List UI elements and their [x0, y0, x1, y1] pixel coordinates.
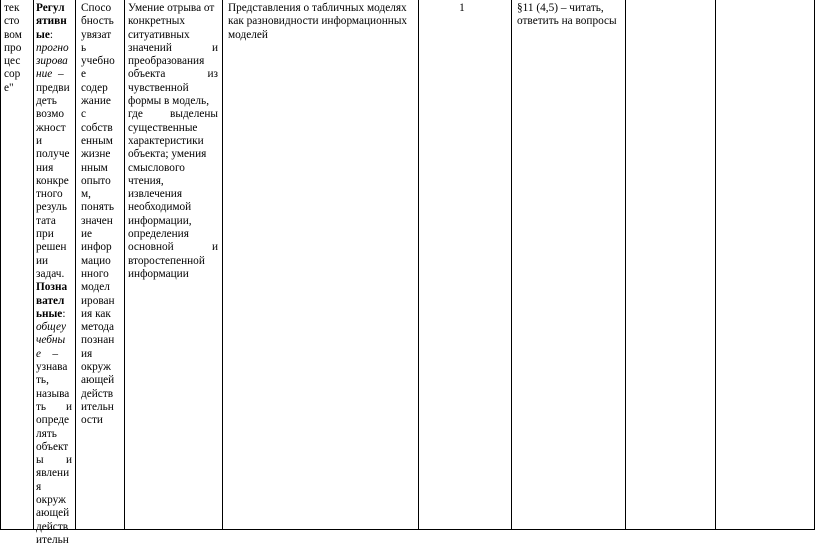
cell-line: познан	[81, 334, 115, 347]
cell-line: ающей	[81, 374, 115, 387]
cell-line: модел	[81, 281, 110, 294]
cell-line: жизне	[81, 148, 111, 161]
cell-line: объекта из	[128, 68, 218, 81]
cell-line: Представления о табличных моделях	[228, 2, 407, 14]
cell-line: ситуативных	[128, 28, 190, 41]
cell-line: информации	[128, 267, 189, 280]
cell-line: увязат	[81, 28, 112, 41]
cell-line: извлечения	[128, 188, 183, 201]
regulative-type: ние –	[36, 68, 64, 81]
cell-line: второстепенной	[128, 254, 205, 267]
cognitive-heading: Позна	[36, 281, 68, 294]
regulative-heading: Регул	[36, 2, 65, 14]
cell-line: Спосо	[81, 2, 112, 14]
cell-line: ния	[36, 161, 54, 174]
cell-line: предви	[36, 81, 70, 94]
table-border-left	[0, 0, 1, 530]
cognitive-heading: ьные:	[36, 307, 66, 320]
cell-line: ия	[81, 347, 93, 360]
uud-cell	[36, 2, 72, 547]
cell-line: характеристики	[128, 134, 204, 147]
stage-cell	[4, 2, 32, 95]
hours-cell: 1	[459, 2, 465, 14]
cell-line: основной и	[128, 241, 218, 254]
cell-line: необходимой	[128, 201, 192, 214]
cell-line: ости	[81, 414, 103, 427]
cell-line: ь	[81, 41, 87, 54]
personal-results-cell	[81, 2, 121, 428]
cell-line: окруж	[36, 493, 66, 506]
regulative-heading: ятивн	[36, 15, 67, 28]
cell-line: ия как	[81, 307, 111, 320]
cell-line: получе	[36, 148, 70, 161]
cell-line: ирован	[81, 294, 115, 307]
cell-line: с	[81, 108, 87, 121]
cell-line: чувственной	[128, 81, 189, 94]
cell-line: окруж	[81, 361, 111, 374]
column-divider	[625, 0, 626, 530]
cell-line: как разновидности информационных	[228, 15, 408, 28]
cell-line: е"	[4, 81, 14, 94]
cell-line: Умение отрыва от	[128, 2, 215, 14]
cell-line: ительн	[36, 533, 69, 546]
cell-line: смыслового	[128, 161, 185, 174]
cell-line: опреде	[36, 414, 69, 427]
regulative-type: зирова	[36, 55, 68, 68]
cell-line: бность	[81, 15, 114, 28]
cell-line: мацио	[81, 254, 111, 267]
cell-line: ие	[81, 228, 93, 241]
cell-line: называ	[36, 387, 70, 400]
cognitive-type: общеу	[36, 321, 67, 334]
cell-line: формы в модель,	[128, 95, 210, 108]
column-divider	[124, 0, 125, 530]
cell-line: и	[36, 134, 43, 147]
regulative-heading: ые:	[36, 28, 53, 41]
cell-line: узнава	[36, 361, 68, 374]
cell-line: тного	[36, 188, 63, 201]
column-divider	[511, 0, 512, 530]
cell-line: сор	[4, 68, 21, 81]
cell-line: собств	[81, 121, 113, 134]
cell-line: явлени	[36, 467, 70, 480]
table-border-bottom	[0, 529, 815, 530]
cell-line: действ	[81, 387, 114, 400]
cell-line: ответить на вопросы	[517, 15, 617, 28]
cell-line: тата	[36, 214, 56, 227]
cell-line: тек	[4, 2, 20, 14]
cell-line: конкре	[36, 174, 69, 187]
column-divider	[418, 0, 419, 530]
cell-line: значений и	[128, 41, 218, 54]
cell-line: ающей	[36, 507, 70, 520]
cell-line: моделей	[228, 28, 268, 41]
regulative-type: прогно	[36, 41, 69, 54]
cell-line: м,	[81, 188, 91, 201]
cognitive-type: е –	[36, 347, 58, 360]
cell-line: нным	[81, 161, 108, 174]
cell-line: определения	[128, 228, 189, 241]
column-divider	[75, 0, 76, 530]
subject-results-cell	[128, 2, 218, 281]
cell-line: возмо	[36, 108, 65, 121]
cell-line: ии	[36, 254, 49, 267]
cell-line: нного	[81, 267, 109, 280]
column-divider	[33, 0, 34, 530]
cell-line: существенные	[128, 121, 198, 134]
cell-line: енным	[81, 134, 113, 147]
cell-line: ы и	[36, 454, 72, 467]
cell-line: конкретных	[128, 15, 185, 28]
cell-line: инфор	[81, 241, 112, 254]
cell-line: ть,	[36, 374, 49, 387]
cell-line: ительн	[81, 400, 114, 413]
cell-line: действ	[36, 520, 69, 533]
cell-line: сто	[4, 15, 20, 28]
lesson-content-cell	[228, 2, 414, 42]
cell-line: жност	[36, 121, 66, 134]
cell-line: решен	[36, 241, 67, 254]
cell-line: при	[36, 228, 54, 241]
cell-line: §11 (4,5) – читать,	[517, 2, 604, 14]
cell-line: деть	[36, 95, 57, 108]
cognitive-heading: вател	[36, 294, 65, 307]
cell-line: про	[4, 41, 22, 54]
cell-line: где выделены	[128, 108, 218, 121]
homework-cell	[517, 2, 621, 29]
cell-line: значен	[81, 214, 113, 227]
cell-line: резуль	[36, 201, 67, 214]
cell-line: чтения,	[128, 174, 164, 187]
cell-line: содер	[81, 81, 108, 94]
cell-line: объекта; умения	[128, 148, 207, 161]
cognitive-type: чебны	[36, 334, 66, 347]
column-divider	[715, 0, 716, 530]
cell-line: лять	[36, 427, 57, 440]
cell-line: информации,	[128, 214, 192, 227]
cell-line: преобразования	[128, 55, 205, 68]
cell-line: цес	[4, 55, 21, 68]
cell-line: метода	[81, 321, 115, 334]
table-border-right	[814, 0, 815, 530]
cell-line: учебно	[81, 55, 115, 68]
cell-line: объект	[36, 440, 69, 453]
cell-line: жание	[81, 95, 111, 108]
cell-line: опыто	[81, 174, 111, 187]
cell-line: понять	[81, 201, 115, 214]
cell-line: задач.	[36, 267, 65, 280]
cell-line: вом	[4, 28, 22, 41]
cell-line: я	[36, 480, 42, 493]
cell-line: ть и	[36, 400, 72, 413]
cell-line: е	[81, 68, 87, 81]
column-divider	[222, 0, 223, 530]
